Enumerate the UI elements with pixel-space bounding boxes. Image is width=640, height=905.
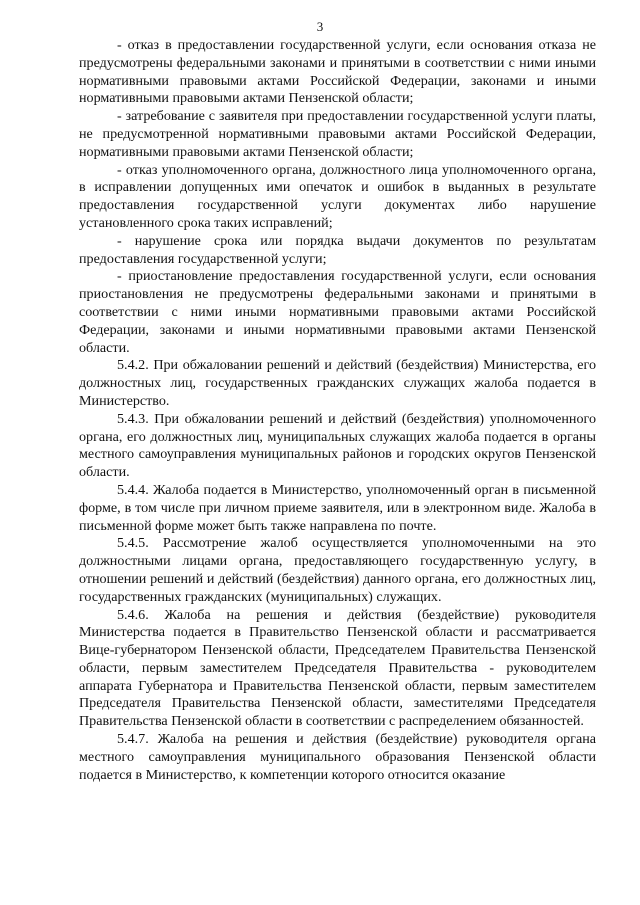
paragraph: 5.4.2. При обжаловании решений и действий (бездействия) Министерства, его должностных лиц, государственных гражданских служащих жалоба подается в Министерство.: [79, 357, 596, 409]
paragraph: 5.4.5. Рассмотрение жалоб осуществляется уполномоченными на это должностными лицами органа, предоставляющего государственную услугу, в отношении решений и действий (бездействия) данного органа, его должностных лиц, государственных гражданских (муниципальных) служащих.: [79, 535, 596, 605]
page-number: 3: [316, 19, 324, 34]
paragraph: 5.4.3. При обжаловании решений и действий (бездействия) уполномоченного органа, его должностных лиц, муниципальных служащих жалоба подается в органы местного самоуправления муниципальных районов и городских округов Пензенской области.: [79, 410, 596, 481]
paragraph: - приостановление предоставления государственной услуги, если основания приостановления не предусмотрены федеральными законами и принятыми в соответствии с ними иными нормативными правовыми актами Российской Федерации, законами и иными нормативными правовыми актами Пензенской области.: [79, 268, 596, 356]
paragraph: 5.4.6. Жалоба на решения и действия (бездействие) руководителя Министерства подается в Правительство Пензенской области и рассматривается Вице-губернатором Пензенской области, Председателем Правительства Пензенской области, первым заместителем Председателя Правительства - руководителем аппарата Губернатора и Правительства Пензенской области, первым заместителем Председателя Правительства Пензенской области, заместителями Председателя Правительства Пензенской области в соответствии с распределением обязанностей.: [79, 606, 596, 730]
document-body: [79, 37, 596, 784]
paragraph: 5.4.4. Жалоба подается в Министерство, уполномоченный орган в письменной форме, в том числе при личном приеме заявителя, или в электронном виде. Жалоба в письменной форме может быть также направлена по почте.: [79, 481, 596, 534]
paragraph: 5.4.7. Жалоба на решения и действия (бездействие) руководителя органа местного самоуправления муниципального образования Пензенской области подается в Министерство, к компетенции которого относится оказание: [79, 731, 596, 783]
paragraph: - затребование с заявителя при предоставлении государственной услуги платы, не предусмотренной нормативными правовыми актами Российской Федерации, нормативными правовыми актами Пензенской области;: [79, 108, 596, 160]
paragraph: - отказ в предоставлении государственной услуги, если основания отказа не предусмотрены федеральными законами и принятыми в соответствии с ними иными нормативными правовыми актами Российской Федерации, законами и иными нормативными правовыми актами Пензенской области;: [79, 37, 596, 107]
paragraph: - отказ уполномоченного органа, должностного лица уполномоченного органа, в исправлении допущенных ими опечаток и ошибок в выданных в результате предоставления государственной услуги документах либо нарушение установленного срока таких исправлений;: [79, 161, 596, 231]
paragraph: - нарушение срока или порядка выдачи документов по результатам предоставления государственной услуги;: [79, 232, 596, 267]
